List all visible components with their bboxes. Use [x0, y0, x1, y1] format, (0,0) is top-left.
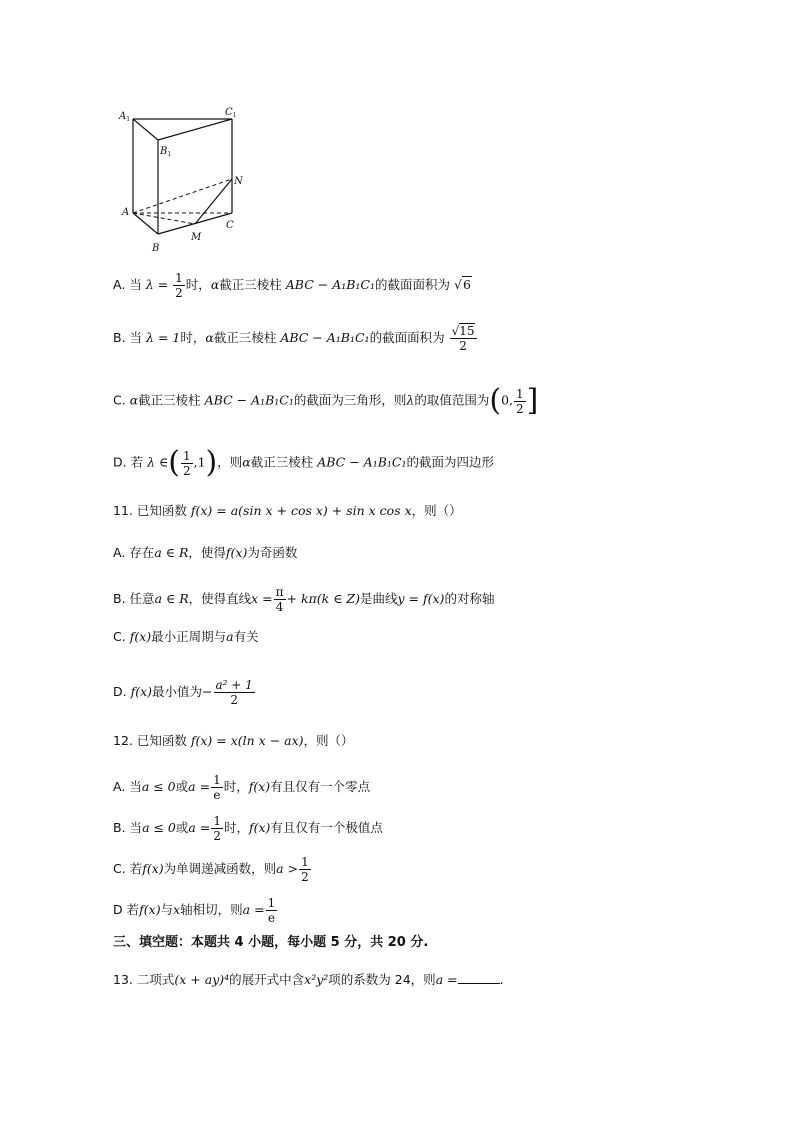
q11-stem: 11. 已知函数 f(x) = a(sin x + cos x) + sin x cos x，则（）: [113, 503, 462, 518]
label-c1: $C_1$: [225, 107, 237, 119]
q12-option-c: C. 若f(x)为单调递减函数，则a > $\frac{1}{2}$: [113, 855, 309, 884]
prism-figure: [115, 102, 255, 257]
answer-blank[interactable]: [458, 971, 500, 984]
label-b: B: [152, 243, 160, 254]
q13-stem: 13. 二项式(x + ay)⁴的展开式中含x²y²项的系数为 24，则a = .: [113, 972, 504, 987]
q12-option-b: B. 当a ≤ 0或a = $\frac{1}{2}$ 时，f(x)有且仅有一个极值点: [113, 814, 383, 843]
q11-option-b: B. 任意a ∈ R，使得直线x = $\frac{\pi}{4}$ + kπ(k ∈ Z)是曲线y = f(x)的对称轴: [113, 585, 495, 614]
q12-option-d: D 若f(x)与x轴相切，则a = $\frac{1}{e}$: [113, 896, 276, 925]
q12-option-a: A. 当a ≤ 0或a = $\frac{1}{e}$ 时，f(x)有且仅有一个零点: [113, 773, 371, 802]
label-b1: $B_1$: [160, 146, 172, 158]
label-c: C: [226, 220, 234, 231]
label-n: N: [234, 176, 243, 187]
q10-option-a: A. 当 λ = $\frac{1}{2}$ 时，α截正三棱柱 ABC − A₁B₁C₁的截面面积为 √6: [113, 271, 471, 300]
label-m: M: [191, 232, 202, 243]
q11-option-c: C. f(x)最小正周期与a有关: [113, 629, 259, 644]
q11-option-d: D. f(x)最小值为− $\frac{\text{a² + 1}}{2}$: [113, 678, 253, 707]
section-title: 三、填空题：本题共 4 小题，每小题 5 分，共 20 分.: [113, 935, 429, 950]
label-a1: $A_1$: [119, 111, 131, 123]
q11-option-a: A. 存在a ∈ R，使得f(x)为奇函数: [113, 545, 298, 560]
q10-option-b: B. 当 λ = 1时，α截正三棱柱 ABC − A₁B₁C₁的截面面积为 $\frac{√15}{2}$: [113, 324, 475, 353]
q10-option-d: D. 若 λ ∈( $\frac{1}{2}$ ,1)，则α截正三棱柱 ABC − A₁B₁C₁的截面为四边形: [113, 445, 494, 480]
label-a: A: [122, 207, 130, 218]
q12-stem: 12. 已知函数 f(x) = x(ln x − ax)，则（）: [113, 733, 354, 748]
q10-option-c: C. α截正三棱柱 ABC − A₁B₁C₁的截面为三角形，则λ的取值范围为(0, $\frac{1}{2}$ ]: [113, 383, 539, 418]
